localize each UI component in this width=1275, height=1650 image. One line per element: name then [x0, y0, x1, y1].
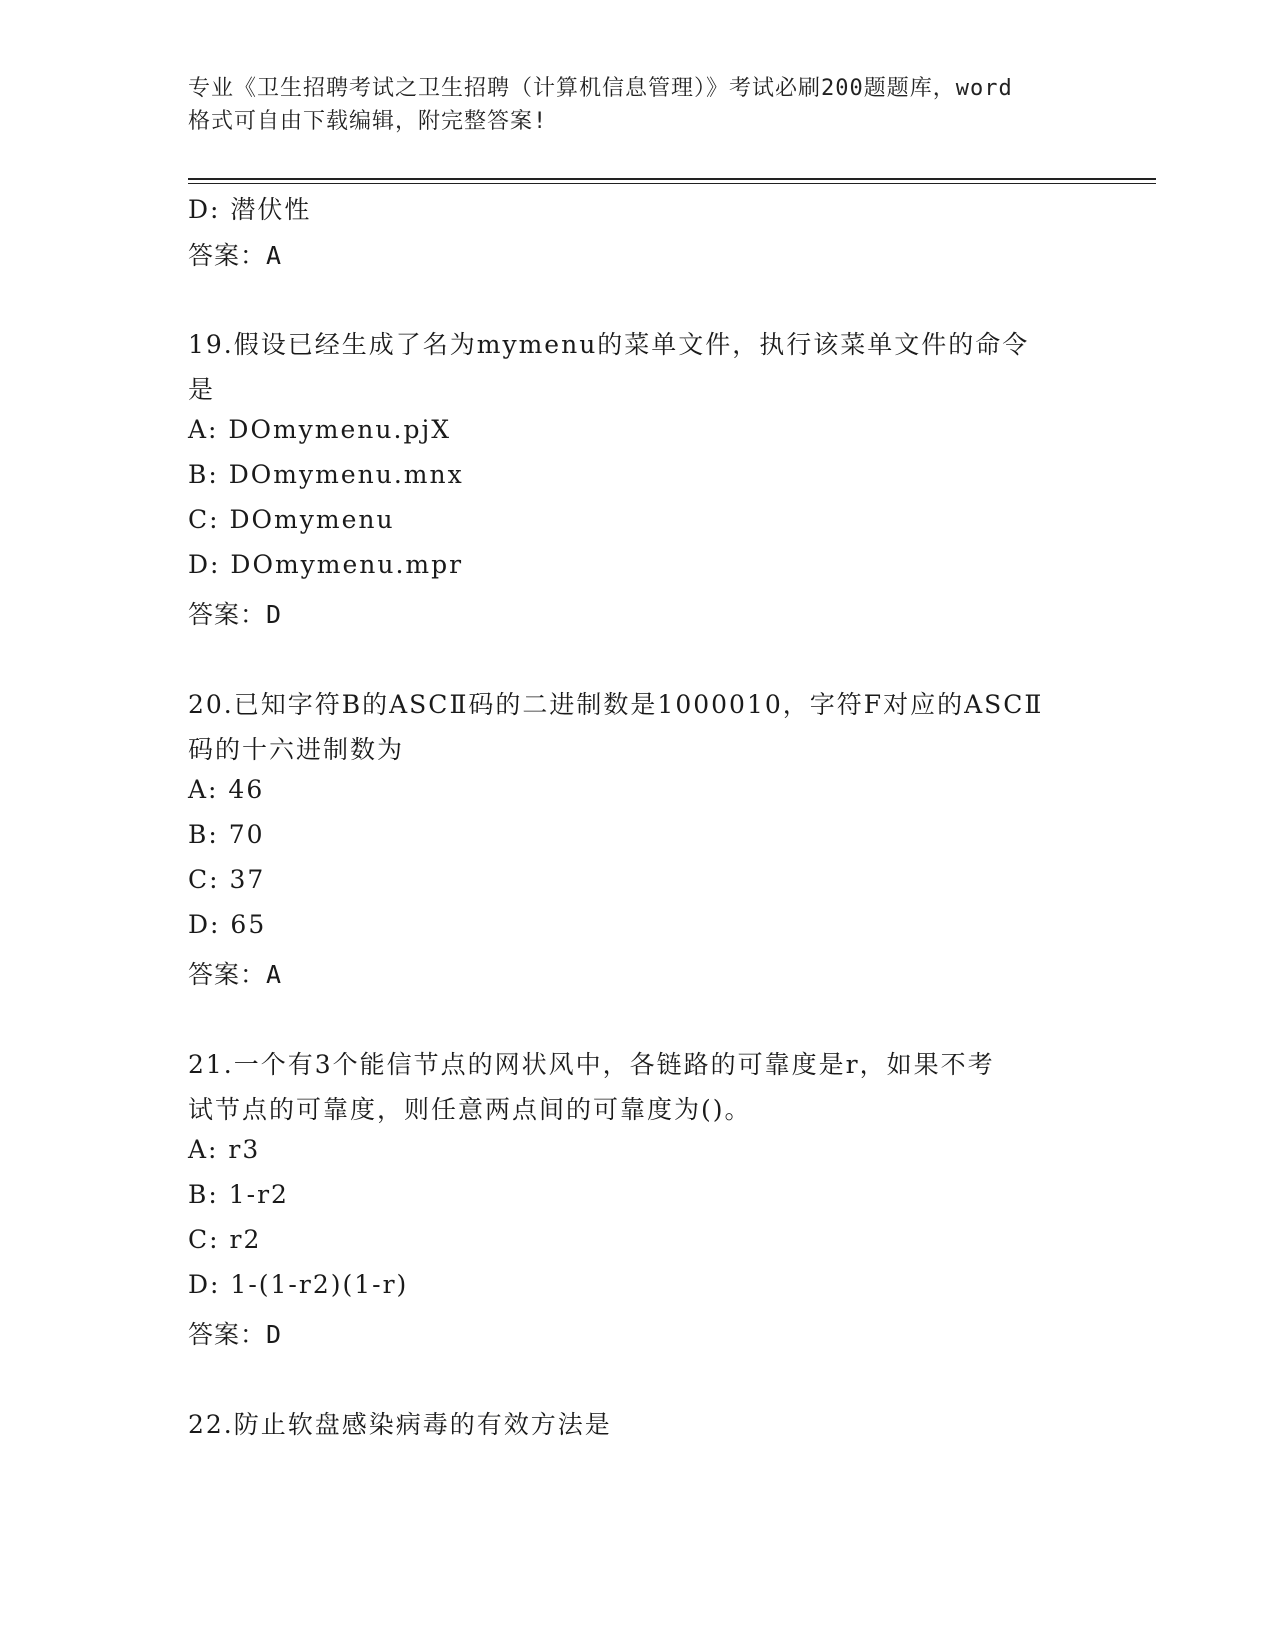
question-19-answer — [188, 595, 282, 631]
answer-label: 答案： — [188, 600, 267, 629]
question-21-stem-line-2: 试节点的可靠度，则任意两点间的可靠度为()。 — [188, 1095, 752, 1124]
question-20-option-d: D: 65 — [188, 910, 267, 939]
question-20-stem-line-2: 码的十六进制数为 — [188, 735, 405, 764]
document-header — [188, 72, 1088, 138]
question-19-option-c: C: DOmymenu — [188, 505, 395, 534]
header-line-2: 格式可自由下载编辑，附完整答案! — [188, 109, 548, 134]
question-19-option-b: B: DOmymenu.mnx — [188, 460, 464, 489]
question-19-option-d: D: DOmymenu.mpr — [188, 550, 464, 579]
answer-value: A — [266, 960, 283, 989]
question-20-option-a: A: 46 — [188, 775, 265, 804]
answer-value: D — [266, 1320, 283, 1349]
question-20-stem-line-1: 20.已知字符B的ASCⅡ码的二进制数是1000010，字符F对应的ASCⅡ — [188, 690, 1044, 719]
question-21-stem-line-1: 21.一个有3个能信节点的网状风中，各链路的可靠度是r，如果不考 — [188, 1050, 995, 1079]
question-21-answer — [188, 1315, 282, 1351]
answer-value: D — [266, 600, 283, 629]
answer-label: 答案： — [188, 1320, 267, 1349]
question-20-option-b: B: 70 — [188, 820, 265, 849]
question-19-option-a: A: DOmymenu.pjX — [188, 415, 451, 444]
header-rule-thick — [188, 178, 1156, 180]
answer-label: 答案： — [188, 960, 267, 989]
answer-label: 答案： — [188, 241, 267, 270]
prev-answer — [188, 236, 282, 272]
question-21-option-a: A: r3 — [188, 1135, 261, 1164]
question-20-option-c: C: 37 — [188, 865, 266, 894]
question-21-option-c: C: r2 — [188, 1225, 262, 1254]
question-21-option-d: D: 1-(1-r2)(1-r) — [188, 1270, 409, 1299]
answer-value: A — [266, 241, 283, 270]
question-20-answer — [188, 955, 282, 991]
question-21-option-b: B: 1-r2 — [188, 1180, 289, 1209]
question-22-stem-line-1: 22.防止软盘感染病毒的有效方法是 — [188, 1410, 612, 1439]
prev-option-d: D: 潜伏性 — [188, 195, 312, 224]
question-19-stem-line-2: 是 — [188, 375, 216, 404]
header-rule-thin — [188, 183, 1156, 184]
header-line-1: 专业《卫生招聘考试之卫生招聘（计算机信息管理）》考试必刷200题题库，word — [188, 76, 1013, 101]
question-19-stem-line-1: 19.假设已经生成了名为mymenu的菜单文件，执行该菜单文件的命令 — [188, 330, 1030, 359]
